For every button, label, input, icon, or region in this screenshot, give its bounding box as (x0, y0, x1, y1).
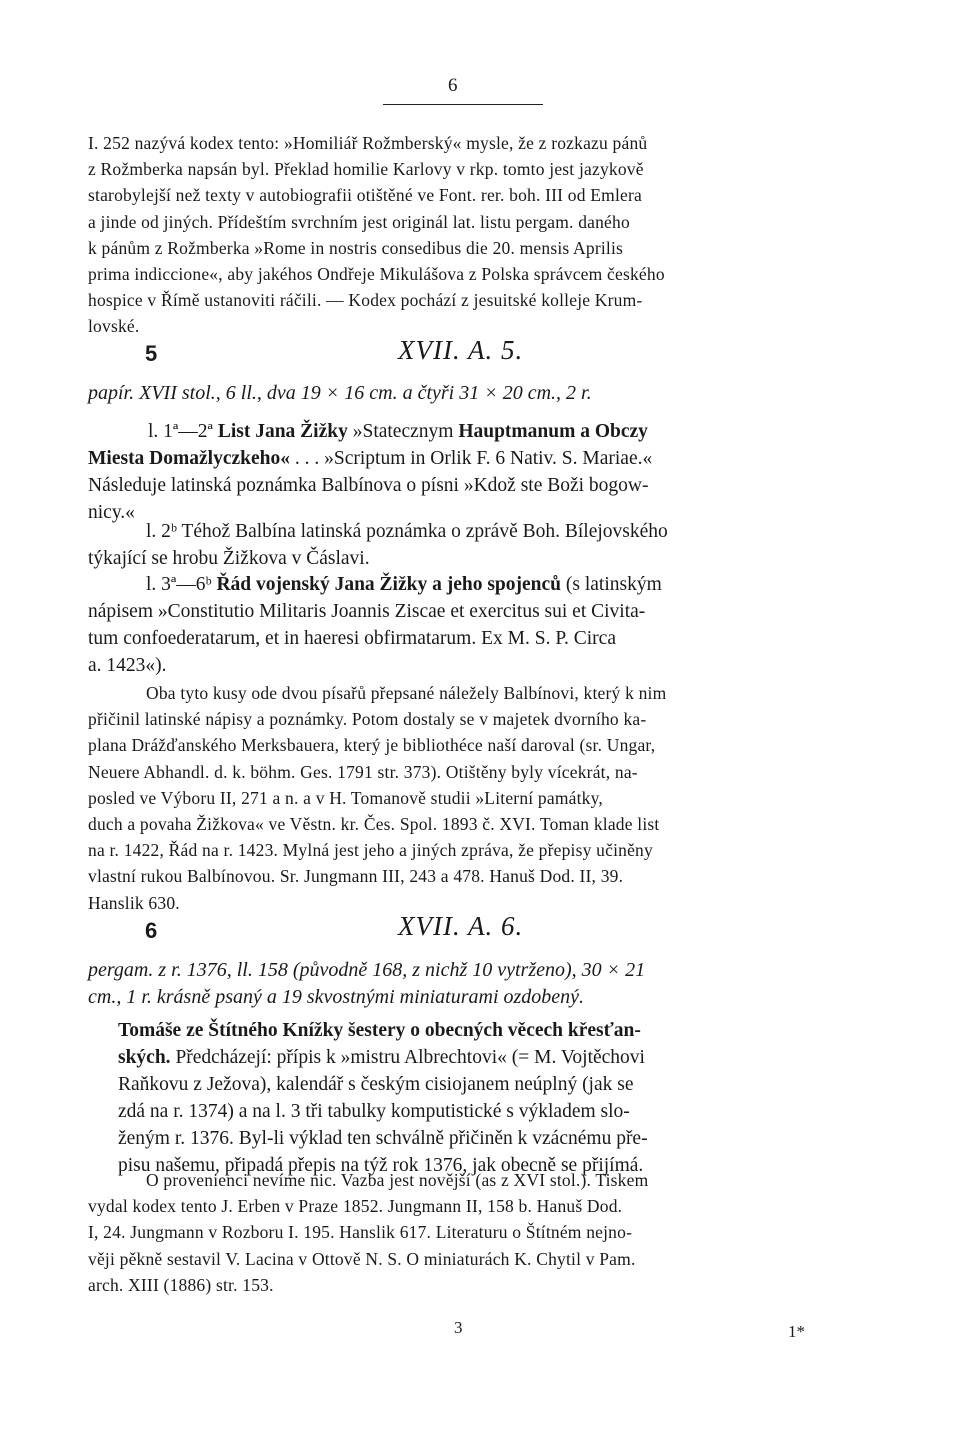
text-line: hospice v Římě ustanoviti ráčili. — Kodex pochází z jesuitské kolleje Krum- (88, 290, 643, 311)
text-line: ženým r. 1376. Byl-li výklad ten schválně přičiněn k vzácnému pře- (118, 1128, 648, 1149)
text-line: cm., 1 r. krásně psaný a 19 skvostnými miniaturami ozdobený. (88, 986, 585, 1008)
work-title: ských. (118, 1047, 171, 1068)
item-text: »Statecznym (352, 421, 454, 442)
entry-notes (88, 680, 840, 916)
entry-notes (88, 1167, 840, 1298)
text-line: l. 2ᵇ Téhož Balbína latinská poznámka o zprávě Boh. Bílejovského (146, 521, 668, 542)
item-title: List Jana Žižky (217, 421, 348, 442)
text-line: k pánům z Rožmberka »Rome in nostris consedibus die 20. mensis Aprilis (88, 237, 624, 258)
text-line: přičinil latinské nápisy a poznámky. Potom dostaly se v majetek dvorního ka- (88, 709, 647, 730)
text-line: z Rožmberka napsán byl. Překlad homilie Karlovy v rkp. tomto jest jazykově (88, 159, 644, 180)
text-line: vlastní rukou Balbínovou. Sr. Jungmann III, 243 a 478. Hanuš Dod. II, 39. (88, 866, 624, 887)
text-line: Předcházejí: přípis k »mistru Albrechtovi« (= M. Vojtěchovi (175, 1047, 645, 1068)
entry-signature: XVII. A. 6. (398, 911, 524, 941)
text-line: týkající se hrobu Žižkova v Čáslavi. (88, 548, 370, 569)
page-number: 6 (448, 75, 458, 96)
text-line: O provenienci nevíme nic. Vazba jest novější (as z XVI stol.). Tiskem (146, 1170, 649, 1190)
text-line: na r. 1422, Řád na r. 1423. Mylná jest jeho a jiných zpráva, že přepisy učiněny (88, 840, 653, 861)
text-line: Hanslik 630. (88, 892, 180, 913)
text-line: tum confoederatarum, et in haeresi obfirmatarum. Ex M. S. P. Circa (88, 628, 616, 649)
text-line: duch a povaha Žižkova« ve Věstn. kr. Čes. Spol. 1893 č. XVI. Toman klade list (88, 814, 660, 835)
entry-number: 5 (145, 341, 158, 366)
footer-sheet-mark: 1* (788, 1322, 805, 1341)
text-line: vydal kodex tento J. Erben v Praze 1852. Jungmann II, 158 b. Hanuš Dod. (88, 1196, 623, 1217)
item-text: (s latinským (565, 574, 662, 595)
entry-signature: XVII. A. 5. (398, 335, 524, 365)
item-title: Hauptmanum a Obczy (458, 421, 648, 442)
text-line: a jinde od jiných. Přídeštím svrchním jest originál lat. listu pergam. daného (88, 211, 630, 232)
item-3 (88, 571, 840, 679)
text-line: Neuere Abhandl. d. k. böhm. Ges. 1791 str. 373). Otištěny byly vícekrát, na- (88, 761, 638, 782)
entry-number: 6 (145, 918, 158, 943)
entry-description: papír. XVII stol., 6 ll., dva 19 × 16 cm. a čtyři 31 × 20 cm., 2 r. (88, 382, 592, 404)
text-line: prima indiccione«, aby jakéhos Ondřeje Mikulášova z Polska správcem českého (88, 264, 665, 285)
text-line: posled ve Výboru II, 271 a n. a v H. Tomanově studii »Literní památky, (88, 787, 603, 808)
text-line: nápisem »Constitutio Militaris Joannis Ziscae et exercitus sui et Civita- (88, 601, 646, 622)
item-title: Řád vojenský Jana Žižky a jeho spojenců (216, 574, 562, 595)
text-line: věji pěkně sestavil V. Lacina v Ottově N. S. O miniaturách K. Chytil v Pam. (88, 1248, 636, 1269)
text-line: pisu našemu, připadá přepis na týž rok 1376, jak obecně se přijímá. (118, 1155, 644, 1176)
item-folio: l. 3ª—6ᵇ (146, 574, 212, 595)
text-line: zdá na r. 1374) a na l. 3 tři tabulky komputistické s výkladem slo- (118, 1101, 630, 1122)
footer-signature-number: 3 (454, 1318, 463, 1337)
text-line: lovské. (88, 316, 140, 337)
text-line: Raňkovu z Ježova), kalendář s českým cisiojanem neúplný (jak se (118, 1074, 634, 1095)
header-rule (383, 104, 543, 105)
text-line: plana Drážďanského Merksbauera, který je bibliothéce naší daroval (sr. Ungar, (88, 735, 656, 756)
item-title: Miesta Domažlyczkeho« (88, 448, 290, 469)
text-line: Oba tyto kusy ode dvou písařů přepsané náležely Balbínovi, který k nim (146, 683, 667, 703)
entry-description (88, 957, 840, 1011)
item-text: . . . »Scriptum in Orlik F. 6 Nativ. S. Mariae.« (294, 448, 653, 469)
text-line: I. 252 nazývá kodex tento: »Homiliář Rožmberský« mysle, že z rozkazu pánů (88, 133, 648, 153)
entry-body (118, 1017, 840, 1179)
item-folio: l. 1ª—2ª (148, 421, 213, 442)
item-1 (88, 418, 840, 526)
text-line: Následuje latinská poznámka Balbínova o písni »Kdož ste Boži bogow- (88, 475, 649, 496)
work-title: Tomáše ze Štítného Knížky šestery o obecných věcech křesťan- (118, 1020, 641, 1041)
item-2 (88, 518, 840, 572)
text-line: pergam. z r. 1376, ll. 158 (původně 168, z nichž 10 vytrženo), 30 × 21 (88, 959, 646, 981)
text-line: nicy.« (88, 502, 135, 523)
text-line: a. 1423«). (88, 655, 167, 676)
text-line: starobylejší než texty v autobiografii otištěné ve Font. rer. boh. III od Emlera (88, 185, 642, 206)
text-line: I, 24. Jungmann v Rozboru I. 195. Hanslik 617. Literaturu o Štítném nejno- (88, 1222, 633, 1243)
text-line: arch. XIII (1886) str. 153. (88, 1274, 274, 1295)
intro-paragraph (88, 130, 840, 340)
